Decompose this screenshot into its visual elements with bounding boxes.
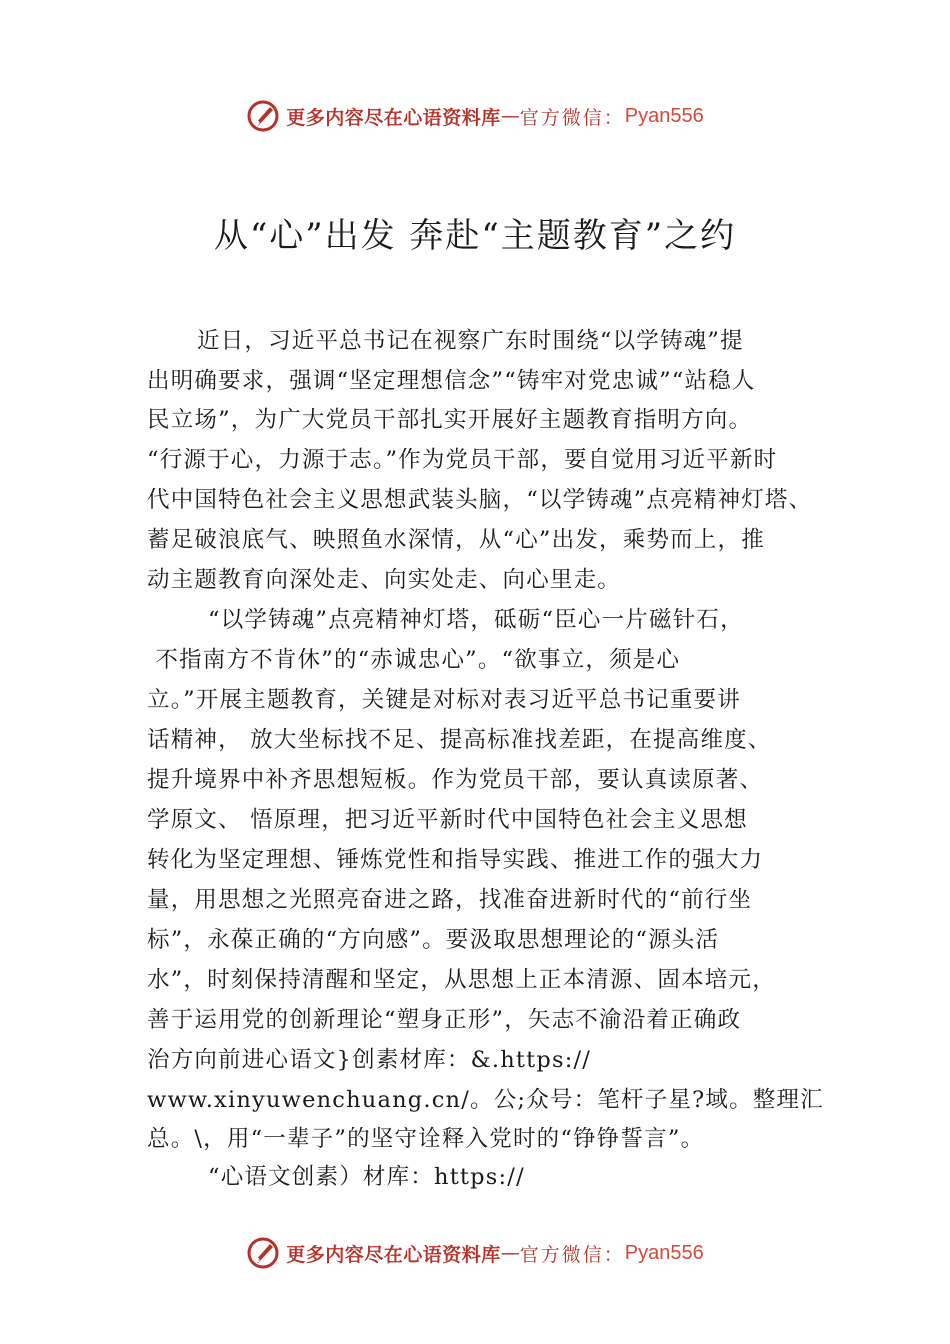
body-line: www.xinyuwenchuang.cn/。公;众号：笔杆子星?域。整理汇 [147,1087,824,1113]
body-line: 蓄足破浪底气、映照鱼水深情，从“心”出发，乘势而上，推 [147,527,765,553]
banner-wechat-id: Pyan556 [624,1241,704,1264]
banner-dash: — [500,1242,520,1264]
body-line: 善于运用党的创新理论“塑身正形”，矢志不渝沿着正确政 [147,1007,742,1033]
body-line: 近日，习近平总书记在视察广东时围绕“以学铸魂”提 [197,328,744,354]
body-line: 出明确要求，强调“坚定理想信念”“铸牢对党忠诚”“站稳人 [147,368,756,394]
body-line: 标”，永葆正确的“方向感”。要汲取思想理论的“源头活 [147,927,720,953]
body-line: “心语文创素）材库：https:// [208,1164,525,1190]
header-banner [0,96,950,136]
body-line: 学原文、 悟原理，把习近平新时代中国特色社会主义思想 [147,807,748,833]
banner-main-text: 更多内容尽在心语资料库 [286,106,501,129]
pen-logo-icon [246,1236,280,1270]
body-line: 水”，时刻保持清醒和坚定，从思想上正本清源、固本培元， [147,967,776,993]
body-line: 代中国特色社会主义思想武装头脑，“以学铸魂”点亮精神灯塔、 [147,487,813,513]
body-line: 不指南方不肯休”的“赤诚忠心”。“欲事立，须是心 [147,647,681,673]
body-line: 转化为坚定理想、锤炼党性和指导实践、推进工作的强大力 [147,847,764,873]
body-line: 提升境界中补齐思想短板。作为党员干部，要认真读原著、 [147,767,764,793]
page-title: 从“心”出发 奔赴“主题教育”之约 [213,216,737,256]
body-line: 量，用思想之光照亮奋进之路，找准奋进新时代的“前行坐 [147,887,753,913]
pen-logo-icon [246,99,280,133]
banner-main-text: 更多内容尽在心语资料库 [286,1243,501,1266]
body-line: “行源于心，力源于志。”作为党员干部，要自觉用习近平新时 [147,447,778,473]
body-line: 立。”开展主题教育，关键是对标对表习近平总书记重要讲 [147,687,741,713]
body-line: 动主题教育向深处走、向实处走、向心里走。 [147,567,622,593]
banner-wechat-label: 官方微信： [519,1243,625,1266]
body-line: “以学铸魂”点亮精神灯塔，砥砺“臣心一片磁针石， [208,607,744,633]
footer-banner [0,1233,950,1273]
banner-wechat-label: 官方微信： [519,106,625,129]
banner-dash: — [500,105,520,127]
body-line: 话精神， 放大坐标找不足、提高标准找差距，在提高维度、 [147,727,772,753]
body-line: 总。\，用“一辈子”的坚守诠释入党时的“铮铮誓言”。 [147,1126,705,1152]
body-line: 治方向前进心语文}创素材库：&.https:// [147,1047,592,1073]
body-line: 民立场”，为广大党员干部扎实开展好主题教育指明方向。 [147,407,753,433]
banner-wechat-id: Pyan556 [624,104,704,127]
